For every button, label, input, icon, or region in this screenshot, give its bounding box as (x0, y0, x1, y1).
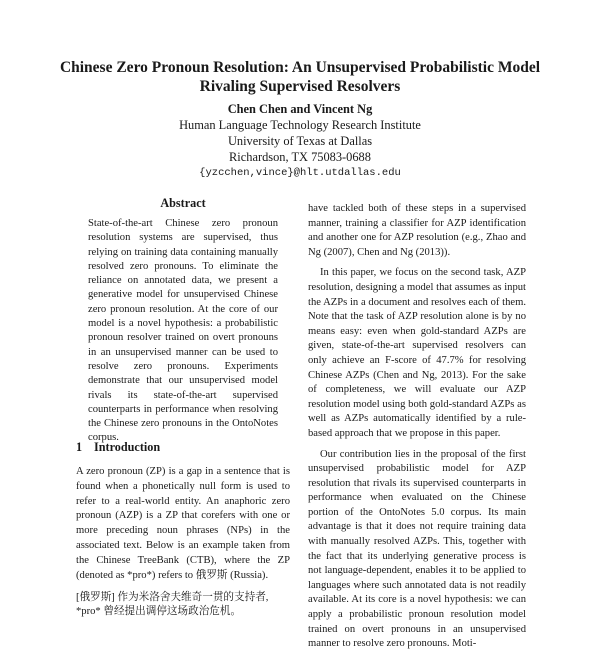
introduction-section (76, 440, 290, 619)
right-paragraph-1: have tackled both of these steps in a supervised manner, training a classifier for AZP identification and another one for AZP resolution (e.g., Zhao and Ng (2007), Chen and Ng (2013)). (308, 203, 526, 258)
section-heading-introduction (76, 440, 290, 455)
abstract-heading: Abstract (160, 196, 206, 210)
example-line-2: *pro* 曾经提出调停这场政治危机。 (76, 606, 242, 618)
author-block (40, 101, 560, 181)
abstract-text: State-of-the-art Chinese zero pronoun resolution systems are supervised, thus relying on training data containing manually resolved zero pronouns. To eliminate the reliance on annotated data, we present a generative model for unsupervised Chinese zero pronoun resolution. At the core of our model is a novel hypothesis: a probabilistic pronoun resolver trained on overt pronouns in an unsupervised manner can be used to resolve zero pronouns. Experiments demonstrate that our unsupervised model rivals its state-of-the-art supervised counterparts in performance when resolving the Chinese zero pronouns in the OntoNotes corpus. (88, 218, 278, 444)
intro-paragraph-1: A zero pronoun (ZP) is a gap in a sentence that is found when a phonetically null form is used to refer to a real-world entity. An anaphoric zero pronoun (AZP) is a ZP that corefers with one or more preceding noun phrases (NPs) in the associated text. Below is an example taken from the Chinese TreeBank (CTB), where the ZP (denoted as *pro*) refers to 俄罗斯 (Russia). (76, 466, 290, 581)
abstract-section (76, 196, 290, 446)
paper-title: Chinese Zero Pronoun Resolution: An Unsupervised Probabilistic Model Rivaling Supervised Resolvers (59, 59, 541, 95)
right-column (308, 202, 526, 652)
author-email: {yzcchen,vince}@hlt.utdallas.edu (199, 167, 401, 179)
section-number: 1 (76, 440, 83, 454)
right-paragraph-3: Our contribution lies in the proposal of the first unsupervised probabilistic model for AZP resolution that rivals its supervised counterparts in performance when evaluated on the Chinese portion of the OntoNotes 5.0 corpus. Its main advantage is that it does not require training data with manually resolved AZPs. This, together with the fact that its underlying generative process is not language-dependent, enables it to be applied to languages where such annotated data is not readily available. At its core is a novel hypothesis: we can apply a probabilistic pronoun resolution model trained on overt pronouns in an unsupervised manner to resolve zero pronouns. Moti- (308, 448, 526, 650)
affiliation-institute: Human Language Technology Research Institute (179, 118, 421, 132)
author-names: Chen Chen and Vincent Ng (227, 102, 373, 116)
chinese-example (76, 591, 290, 619)
affiliation-university: University of Texas at Dallas (227, 134, 373, 148)
affiliation-address: Richardson, TX 75083-0688 (229, 150, 371, 164)
section-title: Introduction (94, 440, 161, 454)
example-line-1: [俄罗斯] 作为米洛舍夫维奇一贯的支持者, (76, 592, 269, 604)
right-paragraph-2: In this paper, we focus on the second task, AZP resolution, designing a model that assumes as input the AZPs in a document and resolves each of them. Note that the task of AZP resolution alone is by no means easy: even when gold-standard AZPs are given, state-of-the-art supervised resolvers can only achieve an F-score of 47.7% for resolving Chinese AZPs (Chen and Ng, 2013). For the sake of completeness, we will evaluate our AZP resolution model using both gold-standard AZPs as well as AZPs automatically identified by a rule-based approach that we propose in this paper. (308, 267, 526, 439)
